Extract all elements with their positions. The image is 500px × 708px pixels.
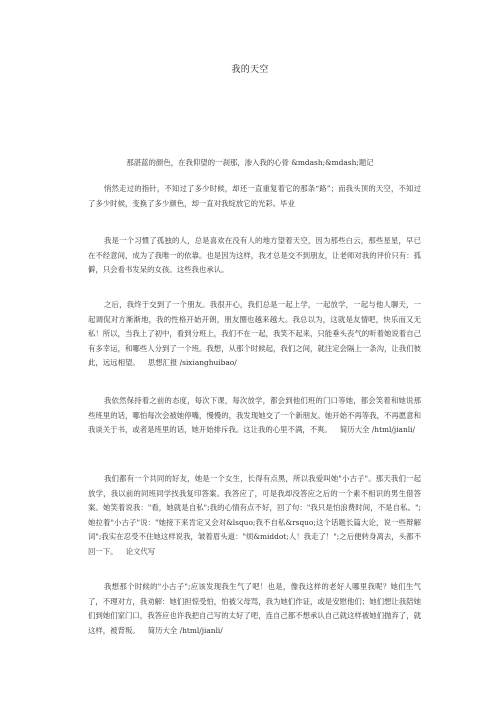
paragraph-text: 我依然保持着之前的态度，每次下课，每次放学，都会到他们班的门口等她，都会笑着和她说那些班里的话，哪怕每次会被她停嘴，慢慢的，我发现她交了一个新朋友。她开始不再等我，不再愿意和我谈关于书，或者是班里的话，她开始排斥我。这让我的心里不满，不爽。: [88, 396, 421, 435]
paragraph-text: 悄然走过的指针，不知过了多少时候，却还一直重复着它的那条“路”；而我头顶的天空，不知过了多少时候，变换了多少颜色，却一直对我绽放它的光彩。毕业: [88, 184, 421, 208]
body-paragraph: [88, 580, 421, 638]
body-paragraph: [88, 298, 421, 371]
inline-tag: 思想汇报 /sixianghuibao/: [147, 358, 237, 368]
paragraph-text: 之后，我终于交到了一个朋友。我很开心，我们总是一起上学，一起放学，一起与他人聊天，一起调侃对方渐渐地，我的性格开始开朗，朋友圈也越来越大。我总以为，这就是友情吧，快乐而又无私！所以，当我上了初中，看到分班上，我们不在一起，我笑不起来，只能垂头丧气的听着她说着自己有多幸运，和哪些人分到了一个班。我想，从那个时候起，我们之间，就注定会隔上一条沟，让我们彼此，远远相望。: [88, 300, 421, 368]
body-paragraph: [88, 182, 421, 211]
body-paragraph: [88, 394, 421, 438]
epigraph-paragraph: [80, 156, 420, 171]
paragraph-text: 那湛蓝的颜色，在我仰望的一刹那，渗入我的心骨 &mdash;&mdash;题记: [126, 158, 374, 167]
inline-tag: 论文代写: [125, 546, 156, 556]
paragraph-text: 我是一个习惯了孤独的人，总是喜欢在没有人的地方望着天空，因为那些白云，那些星星，早已在不经意间，成为了我唯一的依靠。也是因为这样，我才总是交不到朋友，让老师对我的评价只有：孤僻，只会看书发呆的女孩。这些我也承认。: [88, 236, 421, 275]
inline-tag: 简历大全 /html/jianli/: [339, 425, 415, 435]
document-title: 我的天空: [231, 65, 269, 75]
body-paragraph: [88, 472, 421, 560]
paragraph-text: 我们都有一个共同的好友，她是一个女生，长得有点黑，所以我爱叫她"小古子"。那天我们一起放学，我以前的同班同学找我复印答案。我答应了，可是我却没答应之后的一个素不相识的男生借答案。她笑着说我："看，她就是自私";我的心情有点不好，回了句："我只是怕浪费时间，不是自私。";她拉着"小古子"说："她接下来肯定又会对&lsquo;我不自私&rsquo;这个话题长篇大论，说一些辩解词";我实在忍受不住她这样说我，皱着眉头道："烦&middot;人！我走了！";之后便转身离去，头都不回一下。: [88, 474, 421, 556]
body-paragraph: [88, 234, 421, 278]
paragraph-text: 我想那个时候的"小古子";应该发现我生气了吧！也是，像我这样的老好人哪里我呢？她们生气了，不理对方，我劝解：她们担惊受怕，怕被父母骂，我为她们作证，或是安慰他们；她们想让我陪她们到她们家门口，我答应也许我把自己写的太好了吧，连自己都不想承认自己就这样被她们抛弃了，就这样，被背叛。: [88, 582, 421, 635]
inline-tag: 简历大全 /html/jianli/: [147, 625, 223, 635]
